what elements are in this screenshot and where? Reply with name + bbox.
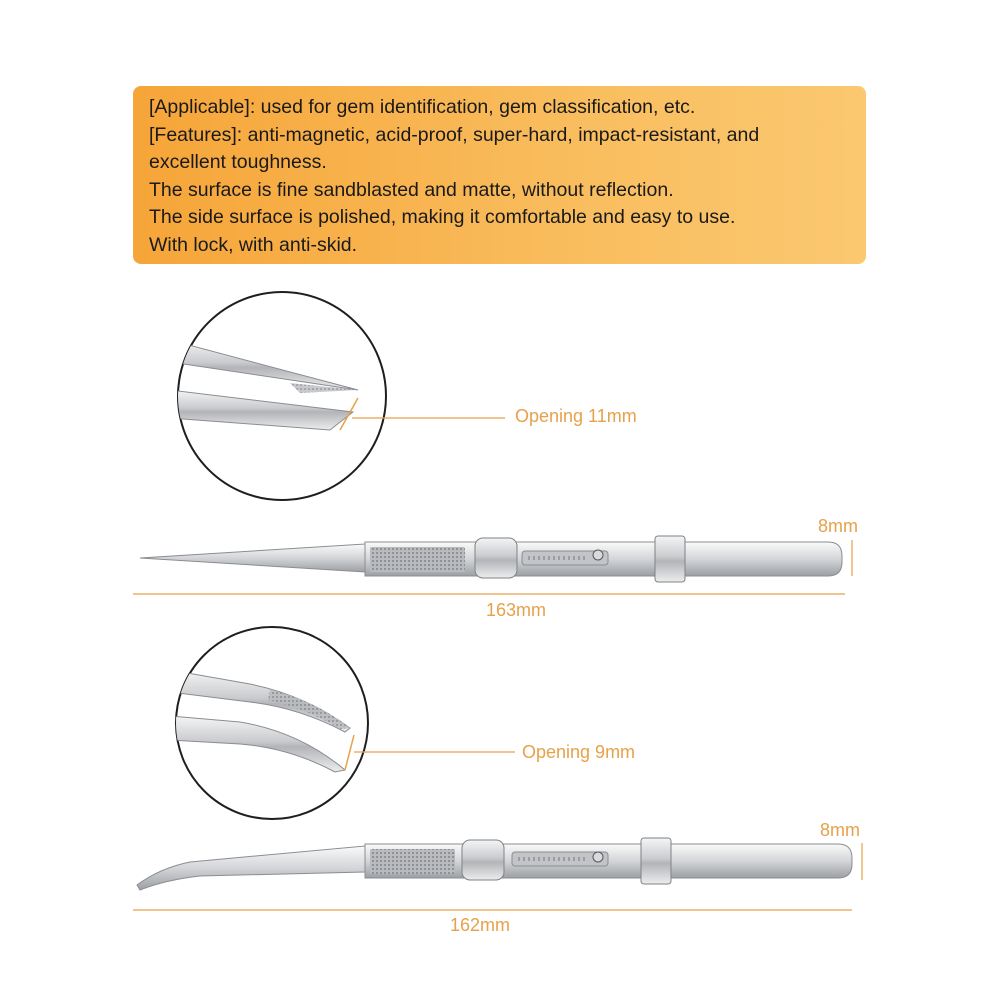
opening-label-2: Opening 9mm	[522, 742, 636, 762]
curved-tweezer	[137, 838, 852, 890]
surface-line: The surface is fine sandblasted and matte, without reflection.	[149, 178, 674, 201]
zoom-circle-curved-tip	[170, 627, 368, 819]
features-line: [Features]: anti-magnetic, acid-proof, super-hard, impact-resistant, and	[149, 123, 760, 146]
length-label-1: 163mm	[486, 600, 547, 620]
length-label-2: 162mm	[450, 915, 511, 935]
width-label-1: 8mm	[818, 516, 858, 536]
features-line-cont: excellent toughness.	[149, 151, 327, 173]
opening-label-1: Opening 11mm	[515, 406, 637, 426]
straight-tweezer	[140, 536, 842, 582]
side-surface-line: The side surface is polished, making it comfortable and easy to use.	[149, 206, 736, 228]
applicable-line: [Applicable]: used for gem identification, gem classification, etc.	[149, 96, 696, 118]
width-label-2: 8mm	[820, 820, 860, 840]
lock-line: With lock, with anti-skid.	[149, 233, 358, 256]
zoom-circle-straight-tip	[170, 292, 386, 500]
